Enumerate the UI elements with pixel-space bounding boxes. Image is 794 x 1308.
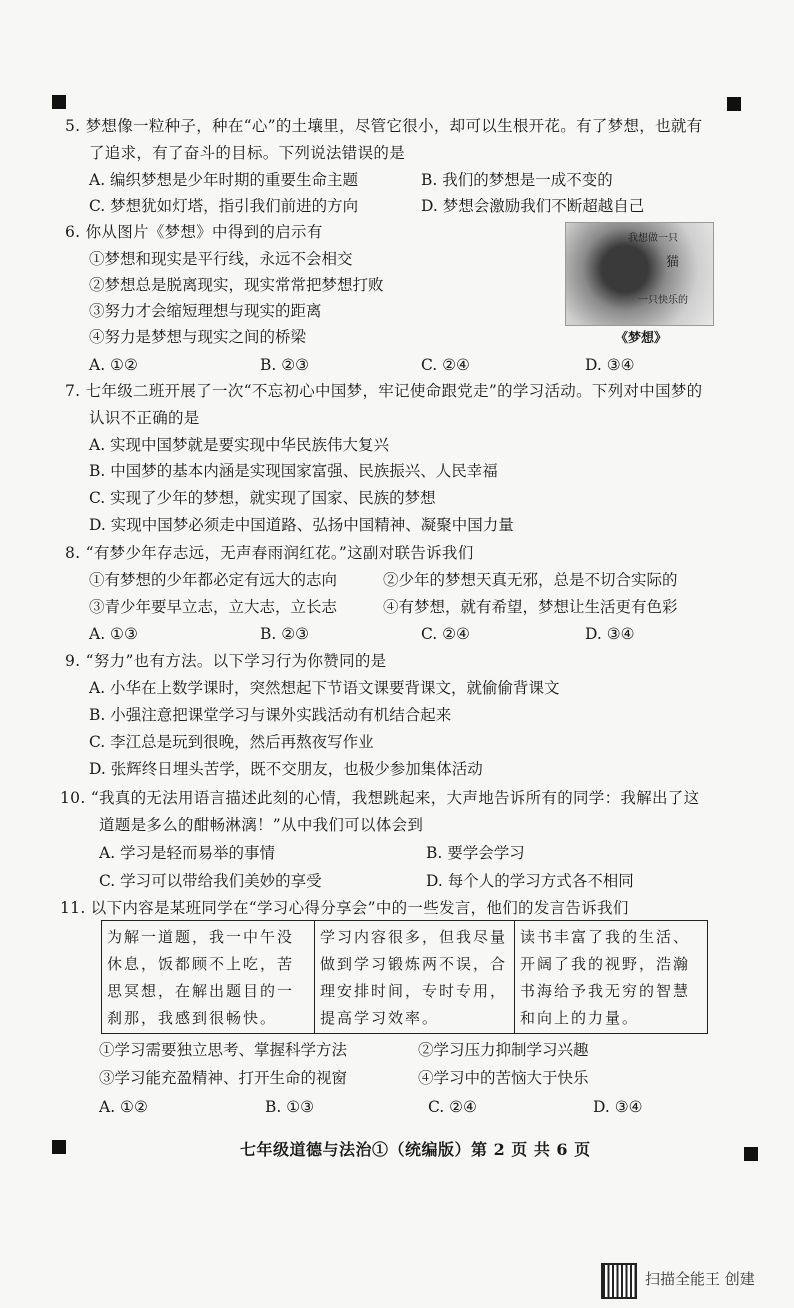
q5-option-d: D. 梦想会激励我们不断超越自己 xyxy=(421,197,645,215)
registration-mark xyxy=(52,1140,66,1154)
q9-option-c: C. 李江总是玩到很晚，然后再熬夜写作业 xyxy=(89,733,374,751)
q6-statement-1: ①梦想和现实是平行线，永远不会相交 xyxy=(89,250,353,268)
q10-stem: 10. “我真的无法用语言描述此刻的心情，我想跳起来，大声地告诉所有的同学：我解出了这 xyxy=(60,789,700,807)
q6-option-c: C. ②④ xyxy=(421,356,470,374)
q10-option-b: B. 要学会学习 xyxy=(426,844,525,862)
q7-option-b: B. 中国梦的基本内涵是实现国家富强、民族振兴、人民幸福 xyxy=(89,462,498,480)
quote-cell: 学习内容很多，但我尽量做到学习锻炼两不误，合理安排时间，专时专用，提高学习效率。 xyxy=(314,921,514,1033)
photo-caption: 《梦想》 xyxy=(615,331,668,346)
q7-option-a: A. 实现中国梦就是要实现中华民族伟大复兴 xyxy=(89,436,390,454)
q11-option-a: A. ①② xyxy=(99,1098,148,1116)
q5-stem-cont: 了追求，有了奋斗的目标。下列说法错误的是 xyxy=(89,144,406,162)
q6-statement-2: ②梦想总是脱离现实，现实常常把梦想打败 xyxy=(89,276,384,294)
qr-code-icon xyxy=(601,1263,637,1299)
q7-option-c: C. 实现了少年的梦想，就实现了国家、民族的梦想 xyxy=(89,489,436,507)
q6-statement-4: ④努力是梦想与现实之间的桥梁 xyxy=(89,328,307,346)
quote-table xyxy=(101,920,708,1034)
dream-cat-photo xyxy=(565,222,714,326)
q11-statement-3: ③学习能充盈精神、打开生命的视窗 xyxy=(99,1069,348,1087)
q8-option-a: A. ①③ xyxy=(89,625,138,643)
q7-stem-cont: 认识不正确的是 xyxy=(89,409,200,427)
q9-option-d: D. 张辉终日埋头苦学，既不交朋友，也极少参加集体活动 xyxy=(89,760,483,778)
q10-option-a: A. 学习是轻而易举的事情 xyxy=(99,844,276,862)
q5-option-c: C. 梦想犹如灯塔，指引我们前进的方向 xyxy=(89,197,359,215)
q11-statement-1: ①学习需要独立思考、掌握科学方法 xyxy=(99,1041,348,1059)
q7-option-d: D. 实现中国梦必须走中国道路、弘扬中国精神、凝聚中国力量 xyxy=(89,516,514,534)
q7-stem: 7. 七年级二班开展了一次“不忘初心中国梦，牢记使命跟党走”的学习活动。下列对中国梦的 xyxy=(65,382,703,400)
q10-option-c: C. 学习可以带给我们美妙的享受 xyxy=(99,872,322,890)
q8-option-c: C. ②④ xyxy=(421,625,470,643)
q11-statement-4: ④学习中的苦恼大于快乐 xyxy=(418,1069,589,1087)
q8-statement-3: ③青少年要早立志，立大志，立长志 xyxy=(89,598,338,616)
scanner-watermark: 扫描全能王 创建 xyxy=(645,1270,755,1288)
quote-cell: 读书丰富了我的生活、开阔了我的视野，浩瀚书海给予我无穷的智慧和向上的力量。 xyxy=(514,921,707,1033)
q6-stem: 6. 你从图片《梦想》中得到的启示有 xyxy=(65,223,323,241)
q5-option-b: B. 我们的梦想是一成不变的 xyxy=(421,171,613,189)
registration-mark xyxy=(727,97,741,111)
q6-option-d: D. ③④ xyxy=(585,356,635,374)
q8-option-d: D. ③④ xyxy=(585,625,635,643)
photo-text: 猫 xyxy=(666,255,680,270)
photo-text: 我想做一只 xyxy=(628,233,678,244)
q6-option-a: A. ①② xyxy=(89,356,138,374)
q11-option-d: D. ③④ xyxy=(593,1098,643,1116)
q8-statement-1: ①有梦想的少年都必定有远大的志向 xyxy=(89,571,338,589)
registration-mark xyxy=(744,1147,758,1161)
registration-mark xyxy=(52,95,66,109)
q11-stem: 11. 以下内容是某班同学在“学习心得分享会”中的一些发言，他们的发言告诉我们 xyxy=(60,899,629,917)
quote-cell: 为解一道题，我一中午没休息，饭都顾不上吃，苦思冥想，在解出题目的一刹那，我感到很畅快。 xyxy=(107,928,295,1027)
q8-option-b: B. ②③ xyxy=(260,625,310,643)
q6-statement-3: ③努力才会缩短理想与现实的距离 xyxy=(89,302,322,320)
q9-option-a: A. 小华在上数学课时，突然想起下节语文课要背课文，就偷偷背课文 xyxy=(89,679,560,697)
q8-statement-2: ②少年的梦想天真无邪，总是不切合实际的 xyxy=(383,571,678,589)
q10-option-d: D. 每个人的学习方式各不相同 xyxy=(426,872,634,890)
q9-stem: 9. “努力”也有方法。以下学习行为你赞同的是 xyxy=(65,652,387,670)
photo-text: 一只快乐的 xyxy=(638,295,688,306)
q11-statement-2: ②学习压力抑制学习兴趣 xyxy=(418,1041,589,1059)
q9-option-b: B. 小强注意把课堂学习与课外实践活动有机结合起来 xyxy=(89,706,452,724)
page-footer: 七年级道德与法治①（统编版）第 2 页 共 6 页 xyxy=(240,1140,591,1159)
q11-option-c: C. ②④ xyxy=(428,1098,477,1116)
q11-option-b: B. ①③ xyxy=(265,1098,315,1116)
q6-option-b: B. ②③ xyxy=(260,356,310,374)
q5-stem: 5. 梦想像一粒种子，种在“心”的土壤里，尽管它很小，却可以生根开花。有了梦想，也就有 xyxy=(65,117,703,135)
q8-stem: 8. “有梦少年存志远，无声春雨润红花。”这副对联告诉我们 xyxy=(65,544,474,562)
q8-statement-4: ④有梦想，就有希望，梦想让生活更有色彩 xyxy=(383,598,678,616)
q10-stem-cont: 道题是多么的酣畅淋漓！”从中我们可以体会到 xyxy=(99,816,424,834)
q5-option-a: A. 编织梦想是少年时期的重要生命主题 xyxy=(89,171,359,189)
